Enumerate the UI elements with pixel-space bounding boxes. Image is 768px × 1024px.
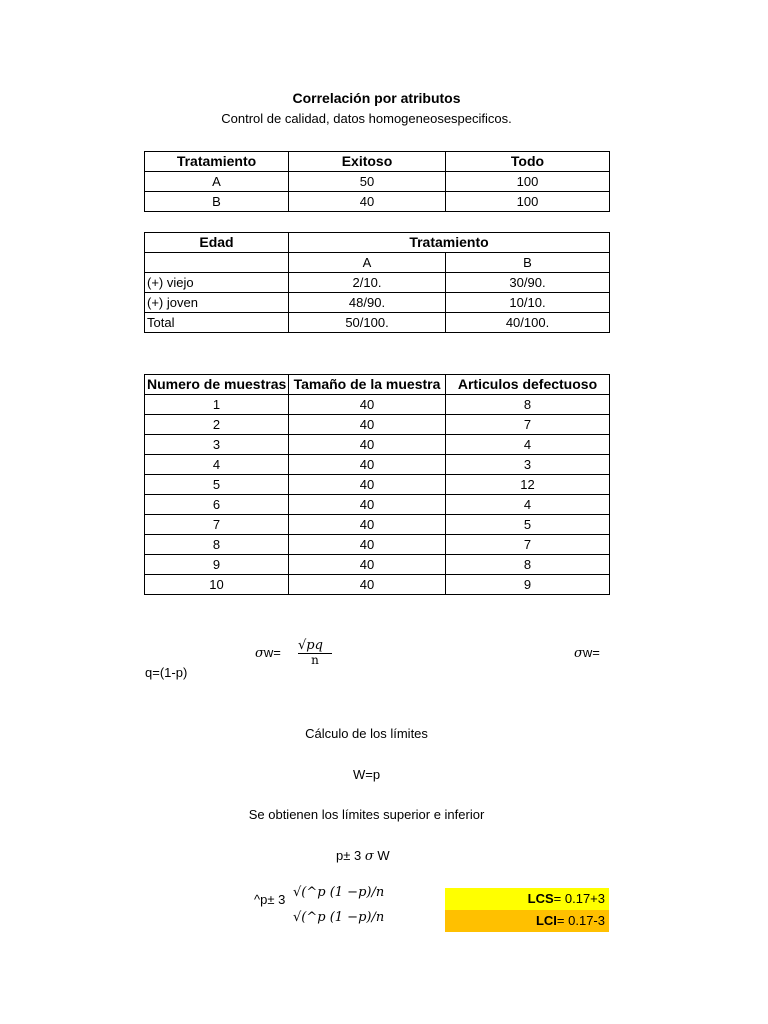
sigma-w-label: W	[377, 848, 390, 863]
denominator-n: n	[311, 653, 319, 667]
column-header: Articulos defectuoso	[446, 375, 610, 395]
table-row	[145, 515, 610, 535]
table-row	[145, 395, 610, 415]
table-cell: 40	[289, 515, 446, 535]
table-cell: 3	[145, 435, 289, 455]
table-row	[145, 475, 610, 495]
column-header: Exitoso	[289, 152, 446, 172]
sigma-w-formula-left	[255, 645, 281, 661]
table-cell: 40	[289, 192, 446, 212]
table-cell: 48/90.	[289, 293, 446, 313]
table-cell: 7	[145, 515, 289, 535]
group-header: Tratamiento	[289, 233, 610, 253]
lci-label: LCI	[535, 913, 557, 928]
table-cell: (+) joven	[145, 293, 289, 313]
table-cell: 100	[446, 192, 610, 212]
table-row	[145, 575, 610, 595]
table-cell: 4	[446, 435, 610, 455]
table-cell: 40	[289, 435, 446, 455]
table-cell: 4	[446, 495, 610, 515]
column-header: Tamaño de la muestra	[289, 375, 446, 395]
table-cell: A	[145, 172, 289, 192]
table-row	[145, 192, 610, 212]
sigma-symbol: σ	[364, 849, 374, 864]
column-header: Tratamiento	[145, 152, 289, 172]
table-cell: 9	[446, 575, 610, 595]
table-row	[145, 495, 610, 515]
lcs-cell	[445, 888, 609, 910]
samples-table	[144, 374, 610, 595]
table-cell: 40	[289, 415, 446, 435]
age-treatment-table	[144, 232, 610, 333]
table-subheader-row	[145, 253, 610, 273]
table-row	[145, 555, 610, 575]
table-cell: 40	[289, 535, 446, 555]
table-cell: 7	[446, 415, 610, 435]
table-cell: 40	[289, 455, 446, 475]
table-cell: 1	[145, 395, 289, 415]
table-cell: 5	[145, 475, 289, 495]
lcs-label: LCS	[527, 891, 554, 906]
lci-cell	[445, 910, 609, 932]
table-cell: 40/100.	[446, 313, 610, 333]
table-cell: 10	[145, 575, 289, 595]
table-cell: 40	[289, 395, 446, 415]
table-cell: 9	[145, 555, 289, 575]
table-cell: 2/10.	[289, 273, 446, 293]
table-row	[145, 313, 610, 333]
table-cell: 8	[446, 395, 610, 415]
table-cell: 2	[145, 415, 289, 435]
table-cell: 50/100.	[289, 313, 446, 333]
table-cell: 100	[446, 172, 610, 192]
column-header: Numero de muestras	[145, 375, 289, 395]
column-header: Edad	[145, 233, 289, 253]
table-row	[145, 455, 610, 475]
p-pm-label: p± 3	[336, 848, 362, 863]
sqrt-pq-fraction	[298, 638, 332, 667]
sigma-w-formula-right	[574, 645, 600, 661]
table-cell: 5	[446, 515, 610, 535]
table-row	[145, 172, 610, 192]
sqrt-pq: √pq	[298, 638, 332, 654]
subheader-cell: A	[289, 253, 446, 273]
table-header-row	[145, 375, 610, 395]
subheader-cell: B	[446, 253, 610, 273]
q-definition: q=(1-p)	[145, 665, 188, 680]
column-header: Todo	[446, 152, 610, 172]
table-row	[145, 435, 610, 455]
table-header-row	[145, 152, 610, 172]
sigma-symbol: σ	[255, 646, 264, 661]
table-cell: (+) viejo	[145, 273, 289, 293]
table-cell: 4	[145, 455, 289, 475]
table-row	[145, 293, 610, 313]
w-equals-p: W=p	[352, 767, 381, 782]
page-subtitle: Control de calidad, datos homogeneosespecificos.	[221, 111, 512, 126]
limits-heading: Cálculo de los límites	[305, 726, 428, 741]
hat-p-label: ^p± 3	[254, 892, 286, 907]
table-cell: 6	[145, 495, 289, 515]
table-cell: 8	[446, 555, 610, 575]
table-cell: 40	[289, 575, 446, 595]
sqrt-expression-lower: √(^p (1 −p)/n	[293, 910, 385, 925]
sigma-w-label: w=	[582, 645, 600, 660]
table-cell: 8	[145, 535, 289, 555]
table-cell	[145, 253, 289, 273]
table-cell: 7	[446, 535, 610, 555]
p-plus-minus-formula	[336, 848, 390, 864]
limits-text: Se obtienen los límites superior e inferior	[248, 807, 485, 822]
table-cell: B	[145, 192, 289, 212]
page-title: Correlación por atributos	[292, 90, 461, 106]
table-cell: 3	[446, 455, 610, 475]
lcs-value: = 0.17+3	[553, 891, 605, 906]
treatment-table	[144, 151, 610, 212]
table-row	[145, 535, 610, 555]
sigma-symbol: σ	[574, 646, 583, 661]
table-cell: 30/90.	[446, 273, 610, 293]
lci-value: = 0.17-3	[556, 913, 605, 928]
table-row	[145, 415, 610, 435]
table-cell: 50	[289, 172, 446, 192]
table-cell: 40	[289, 555, 446, 575]
table-cell: 40	[289, 495, 446, 515]
sqrt-expression-upper: √(^p (1 −p)/n	[293, 885, 385, 900]
sigma-w-label: w=	[263, 645, 281, 660]
table-cell: 40	[289, 475, 446, 495]
table-row	[145, 273, 610, 293]
table-cell: 12	[446, 475, 610, 495]
table-cell: 10/10.	[446, 293, 610, 313]
table-header-row	[145, 233, 610, 253]
table-cell: Total	[145, 313, 289, 333]
